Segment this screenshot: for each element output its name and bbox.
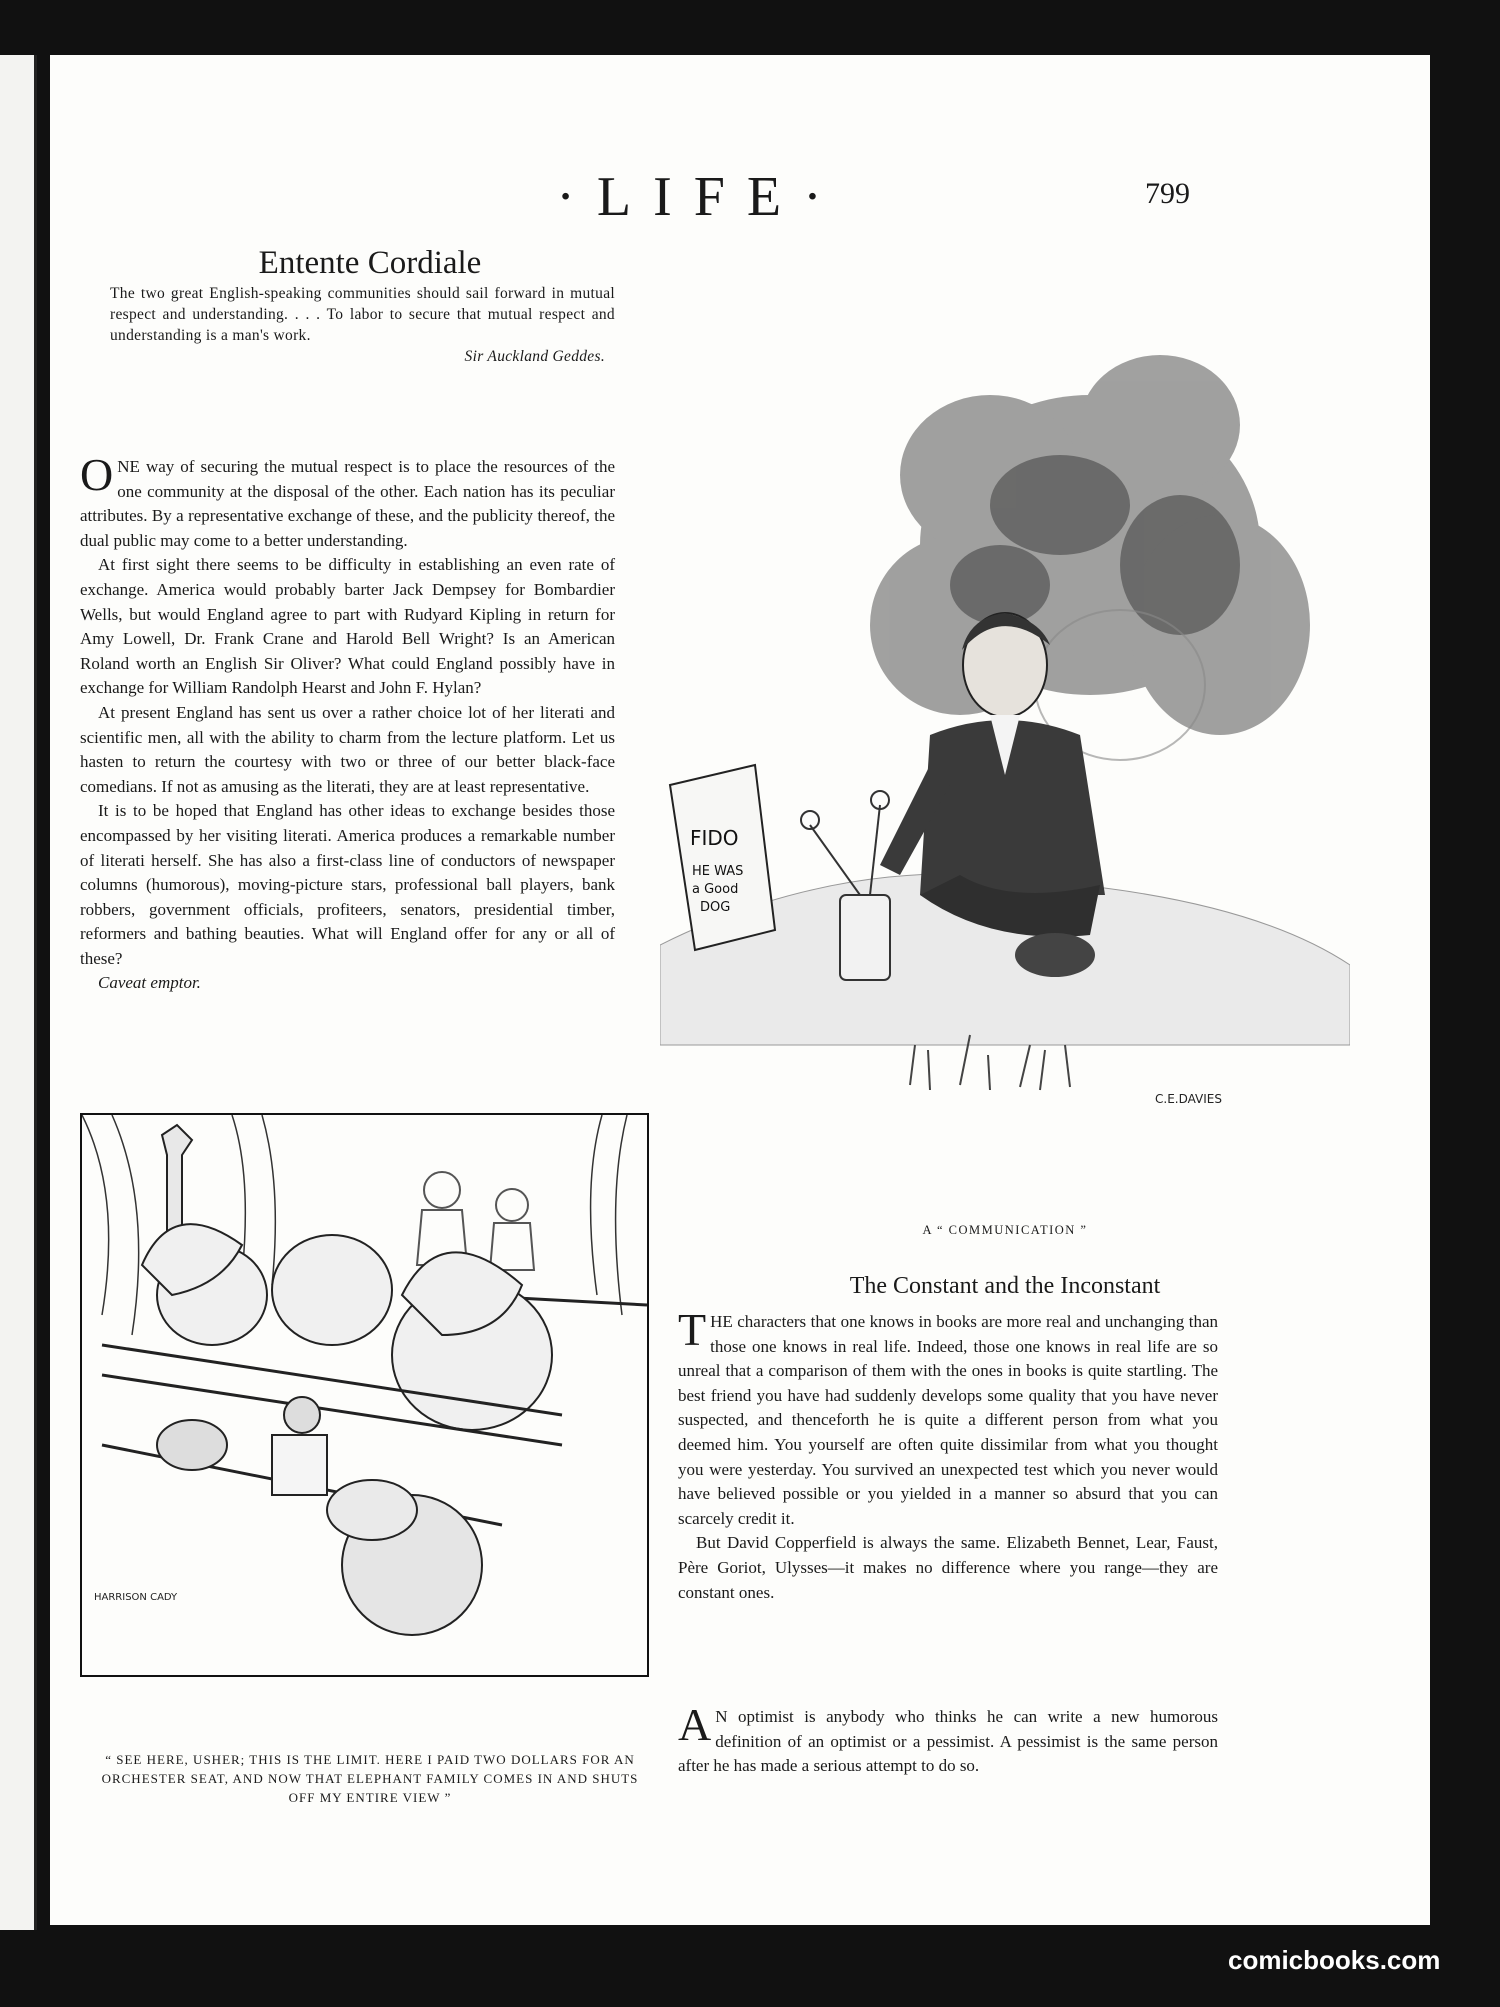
paragraph: THE characters that one knows in books are more real and unchanging than those one knows in real life. Indeed, those one knows in real life are so unreal that a comparison of them with the ones in books is quite startling. The best friend you have had suddenly develops some quality that you have never suspected, and thenceforth he is quite a different person from what you deemed him. You yourself are often quite dissimilar from what you thought you were yesterday. You survived an unexpected test which you never would have believed possible or you yielded in a manner so absurd that you can scarcely credit it. bbox=[678, 1304, 1218, 1528]
article-body-entente bbox=[80, 449, 615, 996]
magazine-page bbox=[50, 55, 1430, 1925]
paragraph: A N optimist is anybody who thinks he can write a new humorous definition of an optimist or a pessimist. A pessimist is the same person after he has made a serious attempt to do so. bbox=[678, 1699, 1218, 1776]
paragraph: But David Copperfield is always the same. Elizabeth Bennet, Lear, Faust, Père Goriot, Ulysses—it makes no difference where you range—they are constant ones. bbox=[678, 1533, 1218, 1602]
boy-at-grave-illustration bbox=[660, 245, 1350, 1195]
paragraph: It is to be hoped that England has other ideas to exchange besides those encompassed by her visiting literati. America produces a remarkable number of literati herself. She has also a first-class line of conductors of newspaper columns (humorous), moving-picture stars, professional ball players, bank robbers, government officials, profiteers, senators, presidential timber, reformers and bathing beauties. What will England offer for any or all of these? bbox=[80, 801, 615, 968]
epigraph-text: The two great English-speaking communities should sail forward in mutual respect and understanding. . . . To labor to secure that mutual respect and understanding is a man's work. bbox=[110, 285, 615, 344]
article-title-entente: Entente Cordiale bbox=[258, 245, 482, 281]
cap bbox=[1015, 933, 1095, 977]
facing-page-edge bbox=[0, 55, 37, 1930]
article-body-optimist bbox=[678, 1699, 1218, 1779]
theater-cartoon-frame bbox=[80, 1113, 649, 1677]
drop-cap: T bbox=[678, 1304, 707, 1355]
elephant-theater-illustration bbox=[82, 1115, 647, 1675]
epigraph bbox=[110, 283, 615, 367]
artist-signature: HARRISON CADY bbox=[94, 1592, 178, 1603]
drop-cap: A bbox=[678, 1699, 712, 1750]
paragraph: At present England has sent us over a rather choice lot of her literati and scientific men, all with the ability to charm from the lecture platform. Let us hasten to return the courtesy with two or three of our better black-face comedians. If not as amusing as the literati, they are at least representative. bbox=[80, 702, 615, 796]
drop-cap: O bbox=[80, 449, 114, 500]
svg-text:a Good: a Good bbox=[692, 882, 739, 897]
illustration-caption-communication: A “ COMMUNICATION ” bbox=[922, 1223, 1088, 1237]
svg-text:FIDO: FIDO bbox=[690, 826, 739, 850]
illustration-caption-usher: “ SEE HERE, USHER; THIS IS THE LIMIT. HERE I PAID TWO DOLLARS FOR AN ORCHESTER SEAT, AND NOW THAT ELEPHANT FAMILY COMES IN AND SHUTS OFF MY ENTIRE VIEW ” bbox=[101, 1752, 639, 1805]
site-watermark: comicbooks.com bbox=[1228, 1945, 1441, 1975]
epigraph-attribution: Sir Auckland Geddes. bbox=[464, 348, 605, 365]
article-title-constant: The Constant and the Inconstant bbox=[849, 1273, 1161, 1299]
tombstone bbox=[670, 765, 775, 950]
svg-text:HE WAS: HE WAS bbox=[692, 864, 744, 879]
closing-line: Caveat emptor. bbox=[98, 973, 201, 993]
paragraph: ONE way of securing the mutual respect is to place the resources of the one community at the disposal of the other. Each nation has its peculiar attributes. By a representative exchange of these, and the publicity thereof, the dual public may come to a better understanding. bbox=[80, 449, 615, 550]
masthead: ·LIFE· bbox=[556, 166, 844, 228]
article-body-constant bbox=[678, 1304, 1218, 1605]
page-number: 799 bbox=[1145, 177, 1190, 210]
svg-text:DOG: DOG bbox=[700, 900, 731, 915]
paragraph: At first sight there seems to be difficulty in establishing an even rate of exchange. America would probably barter Jack Dempsey for Bombardier Wells, but would England agree to part with Rudyard Kipling in return for Amy Lowell, Dr. Frank Crane and Harold Bell Wright? Is an American Roland worth an English Sir Oliver? What could England possibly have in exchange for William Randolph Hearst and John F. Hylan? bbox=[80, 555, 615, 698]
artist-signature: C.E.DAVIES bbox=[1155, 1092, 1223, 1106]
